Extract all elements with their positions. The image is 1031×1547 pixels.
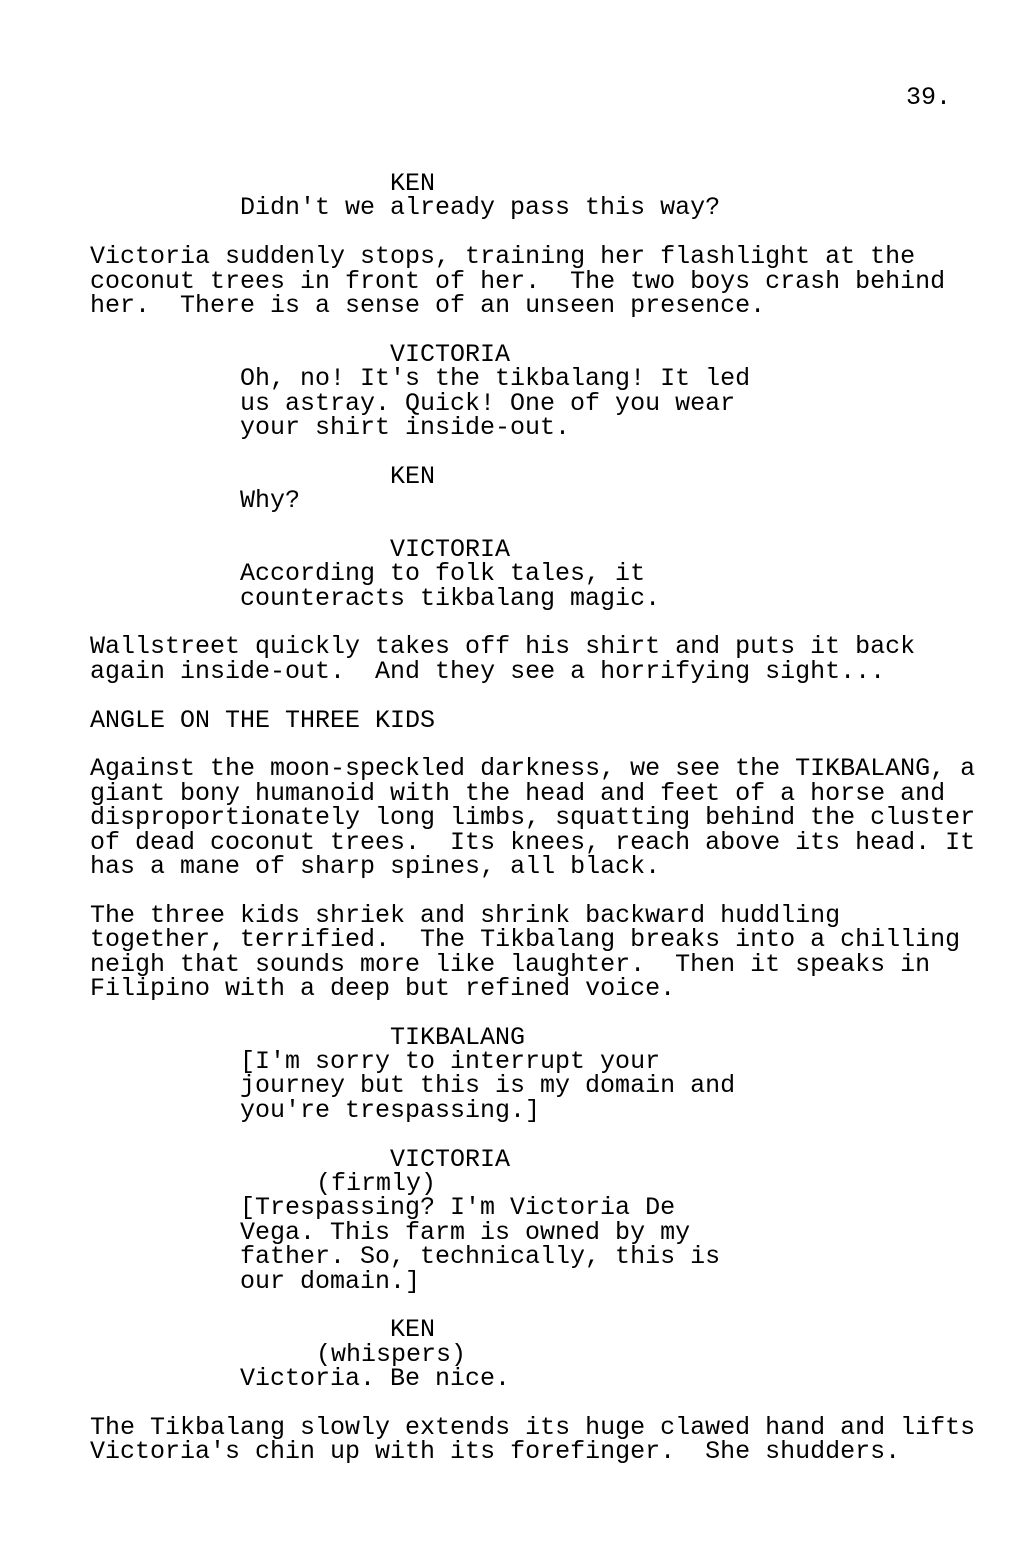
action-line: Victoria suddenly stops, training her flashlight at the	[90, 242, 916, 272]
action-line: ANGLE ON THE THREE KIDS	[90, 705, 436, 735]
character-cue: VICTORIA	[390, 339, 511, 369]
action-line: Against the moon-speckled darkness, we see the TIKBALANG, a	[90, 754, 976, 784]
dialogue-line: your shirt inside-out.	[240, 412, 571, 442]
parenthetical: (firmly)	[316, 1169, 437, 1199]
action-line: disproportionately long limbs, squatting behind the cluster	[90, 803, 976, 833]
blank-line	[90, 1001, 990, 1025]
character-cue: VICTORIA	[390, 1144, 511, 1174]
screenplay-body	[90, 169, 990, 1467]
page-number: 39.	[905, 83, 951, 112]
character-cue: KEN	[390, 461, 436, 491]
dialogue-line: Why?	[240, 486, 301, 516]
character-cue: KEN	[390, 169, 436, 198]
blank-line	[90, 440, 990, 464]
dialogue-line: father. So, technically, this is	[240, 1242, 721, 1272]
dialogue-line: Victoria. Be nice.	[240, 1364, 511, 1394]
blank-line	[90, 1123, 990, 1147]
dialogue-line: Didn't we already pass this way?	[240, 193, 721, 223]
dialogue-line: According to folk tales, it	[240, 559, 646, 589]
character-cue: TIKBALANG	[390, 1022, 526, 1052]
dialogue-line: journey but this is my domain and	[240, 1071, 736, 1101]
action-line: neigh that sounds more like laughter. Then it speaks in	[90, 949, 931, 979]
action-line: coconut trees in front of her. The two boys crash behind	[90, 266, 946, 296]
action-line: Filipino with a deep but refined voice.	[90, 973, 676, 1003]
dialogue-line: Oh, no! It's the tikbalang! It led	[240, 364, 751, 394]
dialogue-line: our domain.]	[240, 1266, 421, 1296]
character-cue: KEN	[390, 1315, 436, 1345]
action-line: giant bony humanoid with the head and feet of a horse and	[90, 778, 946, 808]
blank-line	[90, 318, 990, 342]
blank-line	[90, 513, 990, 537]
parenthetical: (whispers)	[316, 1339, 467, 1369]
character-cue: VICTORIA	[390, 534, 511, 564]
dialogue-line: you're trespassing.]	[240, 1095, 541, 1125]
blank-line	[90, 684, 990, 708]
dialogue-line: [I'm sorry to interrupt your	[240, 1047, 661, 1077]
action-line: Wallstreet quickly takes off his shirt and puts it back	[90, 632, 916, 662]
action-line: has a mane of sharp spines, all black.	[90, 851, 661, 881]
dialogue-line: us astray. Quick! One of you wear	[240, 388, 736, 418]
action-line: of dead coconut trees. Its knees, reach above its head. It	[90, 827, 976, 857]
action-line: The three kids shriek and shrink backward huddling	[90, 900, 841, 930]
action-line: again inside-out. And they see a horrifying sight...	[90, 656, 886, 686]
action-line: her. There is a sense of an unseen presence.	[90, 290, 766, 320]
action-line: Victoria's chin up with its forefinger. She shudders.	[90, 1437, 901, 1467]
dialogue-line: Vega. This farm is owned by my	[240, 1217, 691, 1247]
dialogue-line: counteracts tikbalang magic.	[240, 583, 661, 613]
blank-line	[90, 1294, 990, 1318]
action-line: The Tikbalang slowly extends its huge clawed hand and lifts	[90, 1412, 976, 1442]
dialogue-line: [Trespassing? I'm Victoria De	[240, 1193, 676, 1223]
action-line: together, terrified. The Tikbalang breaks into a chilling	[90, 925, 961, 955]
